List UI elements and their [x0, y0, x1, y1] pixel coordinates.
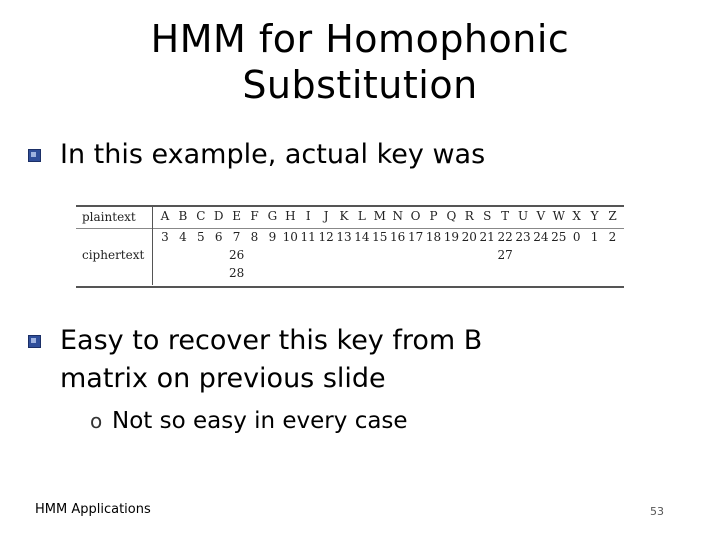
table-top-rule: [76, 205, 624, 207]
bullet-1-text: In this example, actual key was: [60, 139, 486, 170]
cipher-cell: 8: [250, 230, 259, 244]
cipher-cell: 25: [551, 230, 567, 244]
cipher-cell: 15: [372, 230, 388, 244]
plaintext-cell: H: [285, 209, 296, 223]
plaintext-cell: W: [552, 209, 565, 223]
row-label-plaintext: plaintext: [82, 210, 136, 224]
cipher-cell: 5: [196, 230, 205, 244]
sub-bullet-marker: o: [90, 409, 103, 433]
plaintext-cell: S: [483, 209, 492, 223]
plaintext-cell: T: [501, 209, 510, 223]
plaintext-cell: X: [572, 209, 581, 223]
cipher-cell: 24: [533, 230, 549, 244]
plaintext-cell: P: [429, 209, 438, 223]
cipher-alt-cell: 28: [228, 266, 245, 280]
plaintext-cell: A: [160, 209, 170, 223]
bullet-square-icon: [28, 335, 41, 348]
page-number: 53: [650, 505, 664, 518]
cipher-alt-cell: 26: [228, 248, 245, 262]
cipher-cell: 4: [179, 230, 187, 244]
cipher-cell: 1: [590, 230, 599, 244]
title-line-1: HMM for Homophonic: [150, 17, 570, 61]
key-table: [76, 200, 624, 292]
plaintext-cell: L: [357, 209, 366, 223]
sub-bullet-text: Not so easy in every case: [112, 408, 408, 434]
table-bottom-rule: [76, 286, 624, 288]
cipher-cell: 17: [407, 230, 424, 244]
sub-bullet: [90, 404, 408, 438]
plaintext-cell: M: [373, 209, 386, 223]
plaintext-cell: E: [232, 209, 241, 223]
plaintext-cell: V: [536, 209, 546, 223]
bullet-2-text-line-2: matrix on previous slide: [60, 363, 386, 394]
cipher-cell: 13: [336, 230, 352, 244]
plaintext-cell: G: [267, 209, 278, 223]
bullet-square-icon: [28, 149, 41, 162]
table-mid-rule: [76, 228, 624, 229]
cipher-cell: 16: [390, 230, 406, 244]
cipher-cell: 12: [318, 230, 334, 244]
cipher-cell: 10: [282, 230, 298, 244]
plaintext-cell: Z: [608, 209, 617, 223]
cipher-cell: 20: [461, 230, 477, 244]
cipher-cell: 0: [572, 230, 581, 244]
footer-title: HMM Applications: [35, 502, 151, 517]
cipher-cell: 3: [161, 230, 169, 244]
cipher-cell: 11: [300, 230, 316, 244]
cipher-cell: 22: [497, 230, 513, 244]
plaintext-cell: Q: [446, 209, 457, 223]
cipher-cell: 9: [268, 230, 277, 244]
plaintext-cell: I: [305, 209, 311, 223]
plaintext-cell: N: [392, 209, 403, 223]
cipher-cell: 6: [214, 230, 223, 244]
cipher-cell: 21: [479, 230, 495, 244]
plaintext-cell: R: [464, 209, 474, 223]
plaintext-cell: U: [517, 209, 529, 223]
cipher-cell: 18: [425, 230, 442, 244]
cipher-alt-cell: 27: [497, 248, 513, 262]
table-label-divider: [152, 206, 153, 285]
plaintext-cell: D: [213, 209, 224, 223]
slide-title: [0, 16, 720, 108]
plaintext-cell: O: [410, 209, 421, 223]
cipher-cell: 2: [608, 230, 617, 244]
cipher-cell: 23: [515, 230, 531, 244]
row-label-ciphertext: ciphertext: [82, 248, 145, 262]
bullet-2-text-line-1: Easy to recover this key from B: [60, 325, 483, 356]
title-line-2: Substitution: [242, 63, 478, 107]
plaintext-cell: F: [250, 209, 259, 223]
plaintext-cell: Y: [590, 209, 599, 223]
cipher-cell: 19: [443, 230, 460, 244]
cipher-cell: 7: [232, 230, 241, 244]
cipher-cell: 14: [354, 230, 370, 244]
plaintext-cell: J: [323, 209, 329, 223]
plaintext-cell: K: [339, 209, 349, 223]
plaintext-cell: B: [178, 209, 188, 223]
plaintext-cell: C: [196, 209, 206, 223]
